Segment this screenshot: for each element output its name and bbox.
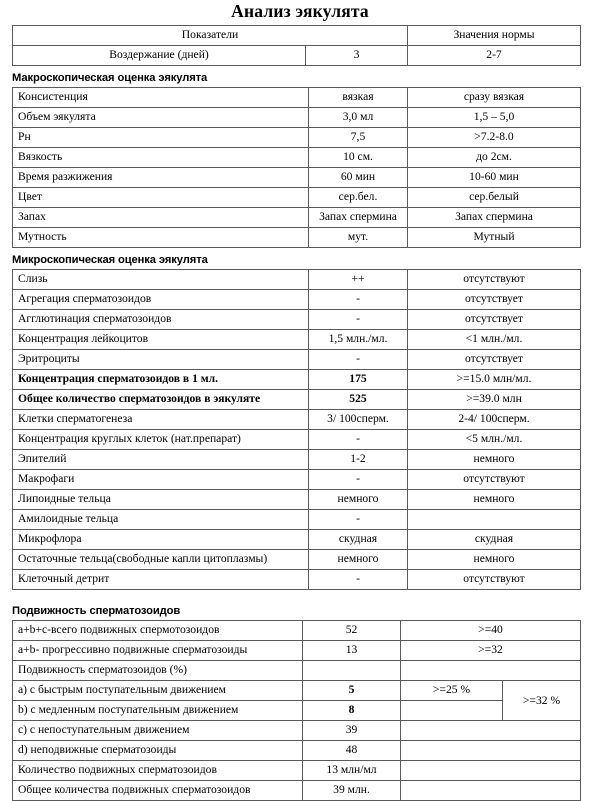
row-label: Общее количества подвижных сперматозоидов: [13, 781, 303, 801]
row-label: Объем эякулята: [13, 108, 309, 128]
row-label: Слизь: [13, 270, 309, 290]
row-value: 60 мин: [309, 168, 408, 188]
row-value: 39: [303, 721, 401, 741]
row-label: a+b+c-всего подвижных спермотозоидов: [13, 621, 303, 641]
table-row: [13, 330, 581, 350]
row-label: d) неподвижные сперматозоиды: [13, 741, 303, 761]
row-value: 3/ 100сперм.: [309, 410, 408, 430]
row-value: -: [309, 510, 408, 530]
row-value: -: [309, 290, 408, 310]
row-norm: [401, 661, 581, 681]
row-value-abstinence: 3: [306, 46, 408, 66]
table-row: [13, 168, 581, 188]
table-row: [13, 128, 581, 148]
row-value: немного: [309, 550, 408, 570]
row-value: ++: [309, 270, 408, 290]
motility-table: [12, 620, 581, 801]
row-label: Эпителий: [13, 450, 309, 470]
table-row: [13, 701, 581, 721]
row-norm: >=32: [401, 641, 581, 661]
table-row: [13, 46, 581, 66]
table-row: [13, 228, 581, 248]
row-label: Общее количество сперматозоидов в эякуляте: [13, 390, 309, 410]
row-norm-abstinence: 2-7: [408, 46, 581, 66]
table-row: [13, 681, 581, 701]
row-value: 39 млн.: [303, 781, 401, 801]
row-value: [303, 661, 401, 681]
row-norm-span: >=32 %: [503, 681, 581, 721]
row-norm: до 2см.: [408, 148, 581, 168]
table-row: [13, 550, 581, 570]
row-norm: [401, 781, 581, 801]
row-value: Запах спермина: [309, 208, 408, 228]
row-value: -: [309, 570, 408, 590]
row-norm: [401, 721, 581, 741]
row-label: a) с быстрым поступательным движением: [13, 681, 303, 701]
table-row: [13, 430, 581, 450]
row-norm: отсутствуют: [408, 470, 581, 490]
row-label: Эритроциты: [13, 350, 309, 370]
row-norm: 10-60 мин: [408, 168, 581, 188]
table-row: [13, 450, 581, 470]
row-norm: [401, 741, 581, 761]
row-norm: отсутствуют: [408, 570, 581, 590]
row-value: немного: [309, 490, 408, 510]
row-norm: отсутствует: [408, 350, 581, 370]
table-row: [13, 761, 581, 781]
row-norm: сер.белый: [408, 188, 581, 208]
row-norm: <1 млн./мл.: [408, 330, 581, 350]
row-value: скудная: [309, 530, 408, 550]
table-row: [13, 390, 581, 410]
row-value: -: [309, 430, 408, 450]
table-row: [13, 188, 581, 208]
row-norm: [401, 701, 503, 721]
row-label: Консистенция: [13, 88, 309, 108]
row-value: 3,0 мл: [309, 108, 408, 128]
document-page: [0, 1, 600, 796]
row-label-abstinence: Воздержание (дней): [13, 46, 306, 66]
spacer: [0, 248, 600, 251]
row-norm: >=39.0 млн: [408, 390, 581, 410]
row-label: Время разжижения: [13, 168, 309, 188]
row-norm: отсутствуют: [408, 270, 581, 290]
table-row: [13, 410, 581, 430]
row-norm: 2-4/ 100сперм.: [408, 410, 581, 430]
row-value: вязкая: [309, 88, 408, 108]
section-heading-microscopic: Микроскопическая оценка эякулята: [12, 254, 208, 266]
row-value: 13: [303, 641, 401, 661]
table-row: [13, 148, 581, 168]
table-row: [13, 350, 581, 370]
row-label: Клеточный детрит: [13, 570, 309, 590]
section-heading-motility: Подвижность сперматозоидов: [12, 605, 181, 617]
table-row: [13, 370, 581, 390]
column-header-norm: Значения нормы: [408, 26, 581, 46]
row-value: 10 см.: [309, 148, 408, 168]
row-label: Количество подвижных сперматозоидов: [13, 761, 303, 781]
row-norm: скудная: [408, 530, 581, 550]
row-value: 52: [303, 621, 401, 641]
table-row: [13, 570, 581, 590]
row-value: 175: [309, 370, 408, 390]
row-value: 1,5 млн./мл.: [309, 330, 408, 350]
row-label: Макрофаги: [13, 470, 309, 490]
row-label: c) с непоступательным движением: [13, 721, 303, 741]
row-norm: немного: [408, 550, 581, 570]
table-row: [13, 661, 581, 681]
row-value: 7,5: [309, 128, 408, 148]
row-value: 13 млн/мл: [303, 761, 401, 781]
row-label: a+b- прогрессивно подвижные сперматозоиды: [13, 641, 303, 661]
row-value: 8: [303, 701, 401, 721]
row-label: Вязкость: [13, 148, 309, 168]
table-row: [13, 310, 581, 330]
row-norm: [408, 510, 581, 530]
spacer: [0, 590, 600, 602]
table-row: [13, 721, 581, 741]
row-norm: Запах спермина: [408, 208, 581, 228]
row-norm: Мутный: [408, 228, 581, 248]
row-label: b) с медленным поступательным движением: [13, 701, 303, 721]
row-norm: немного: [408, 490, 581, 510]
table-row: [13, 208, 581, 228]
table-header-row: [13, 26, 581, 46]
table-row: [13, 530, 581, 550]
section-heading-macroscopic: Макроскопическая оценка эякулята: [12, 72, 208, 84]
table-row: [13, 108, 581, 128]
row-label: Агрегация сперматозоидов: [13, 290, 309, 310]
row-label: Цвет: [13, 188, 309, 208]
row-label: Амилоидные тельца: [13, 510, 309, 530]
row-label: Мутность: [13, 228, 309, 248]
row-label: Рн: [13, 128, 309, 148]
table-row: [13, 490, 581, 510]
row-norm: немного: [408, 450, 581, 470]
microscopic-table: [12, 269, 581, 590]
column-header-indicators: Показатели: [13, 26, 408, 46]
table-row: [13, 470, 581, 490]
table-row: [13, 781, 581, 801]
row-label: Концентрация лейкоцитов: [13, 330, 309, 350]
row-norm: >=25 %: [401, 681, 503, 701]
row-label: Микрофлора: [13, 530, 309, 550]
table-row: [13, 290, 581, 310]
spacer: [0, 66, 600, 69]
row-label: Остаточные тельца(свободные капли цитоплазмы): [13, 550, 309, 570]
row-label: Запах: [13, 208, 309, 228]
table-row: [13, 270, 581, 290]
table-row: [13, 88, 581, 108]
table-row: [13, 641, 581, 661]
row-label: Агглютинация сперматозоидов: [13, 310, 309, 330]
row-norm: сразу вязкая: [408, 88, 581, 108]
row-value: -: [309, 350, 408, 370]
row-value: 525: [309, 390, 408, 410]
general-indicators-table: [12, 25, 581, 66]
row-value: -: [309, 310, 408, 330]
row-norm: <5 млн./мл.: [408, 430, 581, 450]
row-norm: >=40: [401, 621, 581, 641]
row-norm: отсутствует: [408, 290, 581, 310]
row-value: мут.: [309, 228, 408, 248]
table-row: [13, 510, 581, 530]
row-norm: >=15.0 млн/мл.: [408, 370, 581, 390]
macroscopic-table: [12, 87, 581, 248]
table-row: [13, 741, 581, 761]
row-norm: >7.2-8.0: [408, 128, 581, 148]
row-value: 1-2: [309, 450, 408, 470]
row-value: 5: [303, 681, 401, 701]
row-label: Концентрация сперматозоидов в 1 мл.: [13, 370, 309, 390]
row-value: 48: [303, 741, 401, 761]
row-norm: 1,5 – 5,0: [408, 108, 581, 128]
row-norm: [401, 761, 581, 781]
row-label: Липоидные тельца: [13, 490, 309, 510]
row-label: Концентрация круглых клеток (нат.препарат): [13, 430, 309, 450]
row-label: Клетки сперматогенеза: [13, 410, 309, 430]
page-title: Анализ эякулята: [231, 1, 369, 21]
row-value: сер.бел.: [309, 188, 408, 208]
row-norm: отсутствует: [408, 310, 581, 330]
table-row: [13, 621, 581, 641]
row-value: -: [309, 470, 408, 490]
row-label: Подвижность сперматозоидов (%): [13, 661, 303, 681]
